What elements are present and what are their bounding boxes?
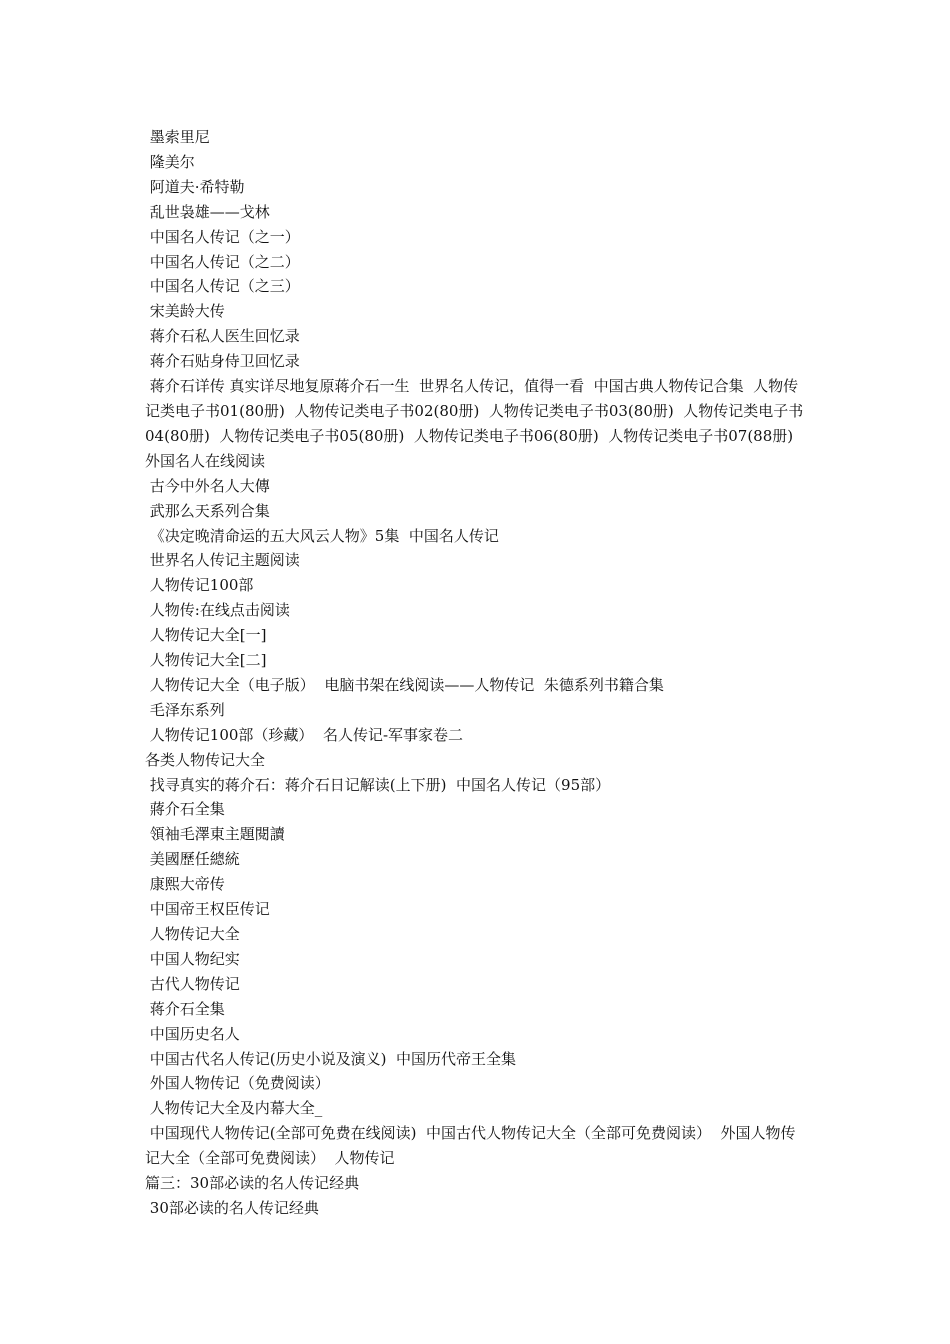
text-line: 武那么天系列合集 [145,501,270,520]
text-line: 30部必读的名人传记经典 [145,1198,319,1217]
text-paragraph: 蒋介石详传 真实详尽地复原蒋介石一生 世界名人传记，值得一看 中国古典人物传记合集 人物传记类电子书01(80册) 人物传记类电子书02(80册) 人物传记类电子书03(80册) 人物传记类电子书04(80册) 人物传记类电子书05(80册) 人物传记类电子书06(80册) 人物传记类电子书07(88册) 外国名人在线阅读 [145,377,804,470]
text-line: 領袖毛澤東主題閱讀 [145,825,285,844]
text-line: 《决定晚清命运的五大风云人物》5集 中国名人传记 [145,526,499,545]
section-heading: 篇三：30部必读的名人传记经典 [145,1174,360,1193]
text-line: 中国名人传记（之三） [145,277,300,296]
text-line: 中国名人传记（之一） [145,227,300,246]
text-line: 人物传记大全[一] [145,626,267,645]
text-line: 人物传记100部（珍藏） 名人传记-军事家卷二 [145,725,464,744]
text-line: 毛泽东系列 [145,700,225,719]
text-line: 蔣介石全集 [145,800,225,819]
text-line: 人物传记大全（电子版） 电脑书架在线阅读——人物传记 朱德系列书籍合集 [145,675,664,694]
text-line: 隆美尔 [145,152,195,171]
text-line: 人物传记100部 [145,576,254,595]
text-line: 人物传记大全 [145,925,240,943]
text-line: 人物传记大全及内幕大全_ [145,1099,323,1118]
text-line: 蒋介石贴身侍卫回忆录 [145,352,300,371]
text-line: 古代人物传记 [145,974,240,993]
text-line: 外国人物传记（免费阅读） [145,1074,330,1093]
text-line: 宋美龄大传 [145,302,225,321]
text-line: 中国帝王权臣传记 [145,900,270,919]
document-page [145,125,810,1221]
text-line: 康熙大帝传 [145,875,225,894]
text-line: 各类人物传记大全 [145,750,266,769]
text-line: 阿道夫·希特勒 [145,177,245,196]
text-line: 中国古代名人传记(历史小说及演义) 中国历代帝王全集 [145,1049,517,1068]
text-line: 中国名人传记（之二） [145,252,300,271]
text-line: 中国人物纪实 [145,949,240,968]
text-line: 美國歷任總統 [145,850,240,869]
text-line: 中国历史名人 [145,1024,240,1043]
text-line: 世界名人传记主题阅读 [145,551,300,570]
text-line: 找寻真实的蒋介石：蒋介石日记解读(上下册) 中国名人传记（95部） [145,775,611,794]
text-paragraph: 中国现代人物传记(全部可免费在线阅读) 中国古代人物传记大全（全部可免费阅读） 外国人物传记大全（全部可免费阅读） 人物传记 [145,1124,796,1168]
text-line: 古今中外名人大傳 [145,476,270,495]
text-line: 蒋介石全集 [145,999,225,1018]
text-line: 墨索里尼 [145,128,210,146]
text-line: 人物传:在线点击阅读 [145,601,290,620]
text-line: 蒋介石私人医生回忆录 [145,327,300,346]
text-line: 人物传记大全[二] [145,651,267,670]
text-line: 乱世袅雄——戈林 [145,202,270,221]
